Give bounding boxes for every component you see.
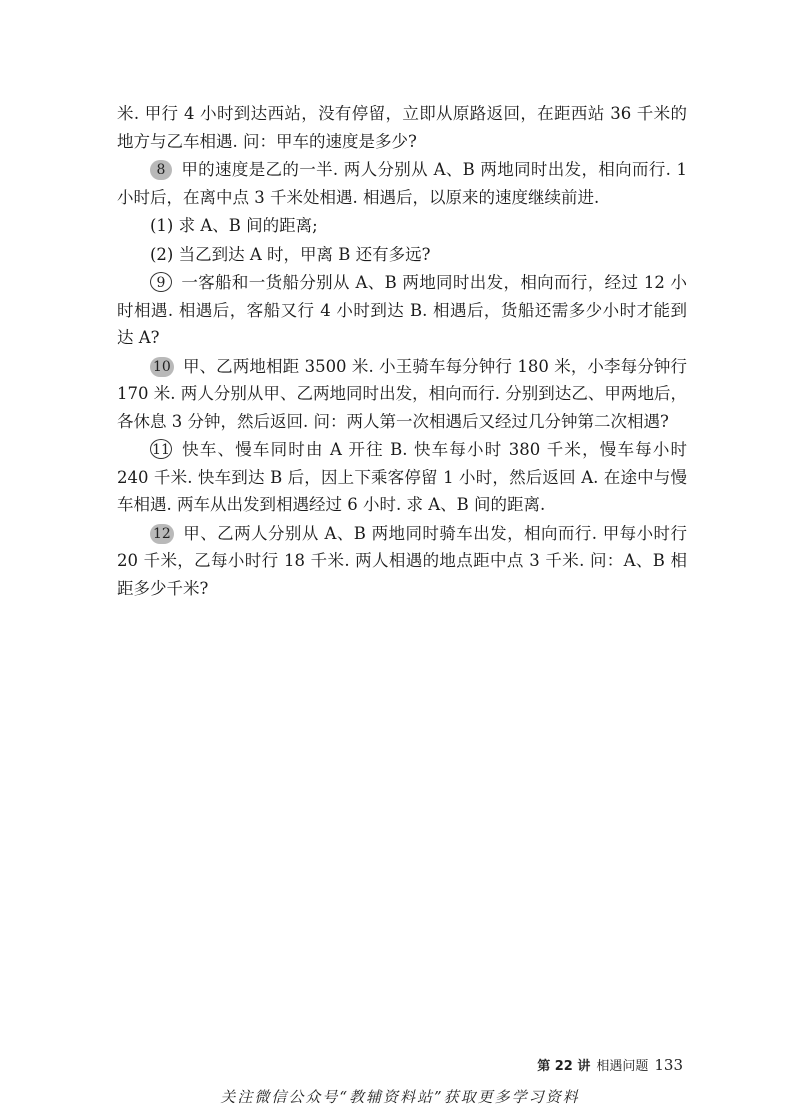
problem-text: 甲、乙两人分别从 A、B 两地同时骑车出发，相向而行. 甲每小时行 20 千米，乙每小时行 18 千米. 两人相遇的地点距中点 3 千米. 问：A、B 相距多少千米? — [117, 523, 687, 598]
problem-10 — [117, 353, 687, 436]
problem-text: 甲的速度是乙的一半. 两人分别从 A、B 两地同时出发，相向而行. 1 小时后，在离中点 3 千米处相遇. 相遇后，以原来的速度继续前进. — [117, 160, 687, 207]
problem-number-badge: 12 — [150, 524, 174, 544]
problem-text: 快车、慢车同时由 A 开往 B. 快车每小时 380 千米，慢车每小时 240 千米. 快车到达 B 后，因上下乘客停留 1 小时，然后返回 A. 在途中与慢车相遇. 两车从出发到相遇经过 6 小时. 求 A、B 间的距离. — [117, 440, 687, 514]
problem-11 — [117, 436, 687, 519]
problem-9 — [117, 269, 687, 352]
problem-8-subquestion-1: (1) 求 A、B 间的距离; — [150, 216, 318, 235]
problem-7-continuation: 米. 甲行 4 小时到达西站，没有停留，立即从原路返回，在距西站 36 千米的地方与乙车相遇. 问：甲车的速度是多少? — [117, 104, 687, 151]
problem-12 — [117, 520, 687, 603]
watermark-text: 关注微信公众号“教辅资料站”获取更多学习资料 — [220, 1088, 580, 1106]
problem-number-badge: 8 — [150, 160, 172, 180]
problem-list — [117, 100, 687, 603]
problem-number-badge: 11 — [150, 439, 172, 459]
lesson-title: 相遇问题 — [596, 1059, 649, 1074]
problem-text: 甲、乙两地相距 3500 米. 小王骑车每分钟行 180 米，小李每分钟行 170 米. 两人分别从甲、乙两地同时出发，相向而行. 分别到达乙、甲两地后，各休息 3 分钟，然后返回. 问：两人第一次相遇后又经过几分钟第二次相遇? — [117, 356, 687, 431]
problem-number-badge: 10 — [150, 357, 174, 377]
problem-text: 一客船和一货船分别从 A、B 两地同时出发，相向而行，经过 12 小时相遇. 相遇后，客船又行 4 小时到达 B. 相遇后，货船还需多少小时才能到达 A? — [117, 273, 687, 347]
page-number: 133 — [654, 1056, 683, 1074]
lesson-number: 第 22 讲 — [537, 1059, 591, 1074]
problem-8-subquestion-2: (2) 当乙到达 A 时，甲离 B 还有多远? — [150, 244, 431, 264]
problem-8 — [117, 156, 687, 211]
problem-number-badge: 9 — [150, 272, 172, 292]
page-footer — [537, 1055, 683, 1074]
